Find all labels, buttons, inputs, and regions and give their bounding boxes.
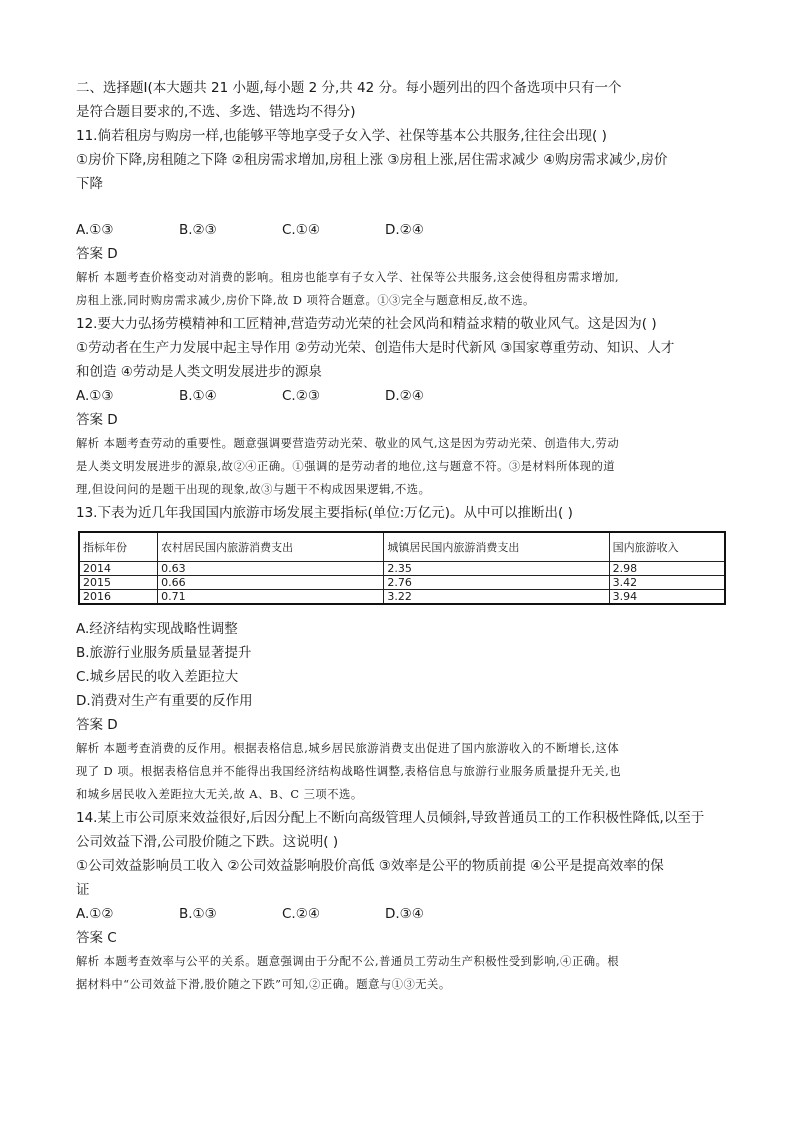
table-cell: 2.76	[384, 576, 609, 590]
analysis-line1: 解析 本题考查消费的反作用。根据表格信息,城乡居民旅游消费支出促进了国内旅游收入的不断增长,这体	[76, 742, 620, 755]
option-b: B.②③	[179, 222, 217, 238]
table-cell: 3.94	[609, 590, 725, 605]
option-d: D.②④	[385, 388, 424, 404]
option-d: D.②④	[385, 222, 424, 238]
table-row	[79, 576, 725, 590]
answer-label: 答案 C	[76, 930, 117, 946]
option-a: A.①③	[76, 388, 114, 404]
analysis-line1: 解析 本题考查劳动的重要性。题意强调要营造劳动光荣、敬业的风气,这是因为劳动光荣、创造伟大,劳动	[76, 437, 620, 450]
analysis-line3: 理,但设问问的是题干出现的现象,故③与题干不构成因果逻辑,不选。	[76, 483, 431, 496]
table-cell: 2015	[79, 576, 158, 590]
exam-page	[76, 76, 721, 996]
option-c: C.②④	[282, 906, 320, 922]
analysis-line2: 是人类文明发展进步的源泉,故②④正确。①强调的是劳动者的地位,这与题意不符。③是材料所体现的道	[76, 460, 616, 473]
table-header-cell: 农村居民国内旅游消费支出	[158, 532, 384, 562]
analysis-line1: 解析 本题考查价格变动对消费的影响。租房也能享有子女入学、社保等公共服务,这会使得租房需求增加,	[76, 271, 620, 284]
answer-label: 答案 D	[76, 412, 118, 428]
question-stem: 12.要大力弘扬劳模精神和工匠精神,营造劳动光荣的社会风尚和精益求精的敬业风气。这是因为( )	[76, 316, 657, 332]
table-row	[79, 562, 725, 576]
option-c: C.城乡居民的收入差距拉大	[76, 669, 239, 685]
question-stem-line1: 14.某上市公司原来效益很好,后因分配上不断向高级管理人员倾斜,导致普通员工的工作积极性降低,以至于	[76, 810, 705, 826]
analysis-line2: 据材料中“公司效益下滑,股价随之下跌”可知,②正确。题意与①③无关。	[76, 978, 451, 991]
table-header-row	[79, 532, 725, 562]
question-items-line2: 和创造 ④劳动是人类文明发展进步的源泉	[76, 364, 322, 380]
option-d: D.消费对生产有重要的反作用	[76, 693, 253, 709]
table-cell: 0.71	[158, 590, 384, 605]
table-header-cell: 指标年份	[79, 532, 158, 562]
question-14	[76, 806, 721, 996]
table-cell: 3.42	[609, 576, 725, 590]
tourism-data-table	[78, 531, 726, 605]
question-13	[76, 501, 721, 806]
question-items-line1: ①公司效益影响员工收入 ②公司效益影响股价高低 ③效率是公平的物质前提 ④公平是提高效率的保	[76, 858, 664, 874]
table-cell: 0.66	[158, 576, 384, 590]
option-b: B.①④	[179, 388, 217, 404]
analysis-line3: 和城乡居民收入差距拉大无关,故 A、B、C 三项不选。	[76, 788, 363, 801]
answer-options	[76, 218, 721, 242]
option-b: B.旅游行业服务质量显著提升	[76, 645, 252, 661]
table-cell: 2014	[79, 562, 158, 576]
question-stem-line2: 公司效益下滑,公司股价随之下跌。这说明( )	[76, 834, 339, 850]
table-cell: 2.98	[609, 562, 725, 576]
question-stem: 11.倘若租房与购房一样,也能够平等地享受子女入学、社保等基本公共服务,往往会出现( )	[76, 128, 607, 144]
table-header-cell: 城镇居民国内旅游消费支出	[384, 532, 609, 562]
answer-options	[76, 384, 721, 408]
option-b: B.①③	[179, 906, 217, 922]
section-header-line1: 二、选择题Ⅰ(本大题共 21 小题,每小题 2 分,共 42 分。每小题列出的四个备选项中只有一个	[76, 80, 622, 96]
option-c: C.①④	[282, 222, 320, 238]
table-cell: 0.63	[158, 562, 384, 576]
option-c: C.②③	[282, 388, 320, 404]
table-header-cell: 国内旅游收入	[609, 532, 725, 562]
question-items-line1: ①房价下降,房租随之下降 ②租房需求增加,房租上涨 ③房租上涨,居住需求减少 ④购房需求减少,房价	[76, 152, 668, 168]
question-11	[76, 124, 721, 312]
option-a: A.经济结构实现战略性调整	[76, 621, 238, 637]
answer-label: 答案 D	[76, 246, 118, 262]
table-cell: 2016	[79, 590, 158, 605]
analysis-line2: 现了 D 项。根据表格信息并不能得出我国经济结构战略性调整,表格信息与旅游行业服务质量提升无关,也	[76, 765, 621, 778]
analysis-line2: 房租上涨,同时购房需求减少,房价下降,故 D 项符合题意。①③完全与题意相反,故不选。	[76, 294, 535, 307]
question-items-line1: ①劳动者在生产力发展中起主导作用 ②劳动光荣、创造伟大是时代新风 ③国家尊重劳动、知识、人才	[76, 340, 675, 356]
question-12	[76, 312, 721, 501]
answer-label: 答案 D	[76, 717, 118, 733]
option-a: A.①③	[76, 222, 114, 238]
question-stem: 13.下表为近几年我国国内旅游市场发展主要指标(单位:万亿元)。从中可以推断出( )	[76, 505, 573, 521]
question-items-line2: 证	[76, 882, 90, 898]
table-cell: 3.22	[384, 590, 609, 605]
section-header-line2: 是符合题目要求的,不选、多选、错选均不得分)	[76, 104, 356, 120]
option-d: D.③④	[385, 906, 424, 922]
option-a: A.①②	[76, 906, 114, 922]
analysis-line1: 解析 本题考查效率与公平的关系。题意强调由于分配不公,普通员工劳动生产积极性受到影响,④正确。根	[76, 955, 620, 968]
table-cell: 2.35	[384, 562, 609, 576]
question-items-line2: 下降	[76, 176, 103, 192]
table-row	[79, 590, 725, 605]
answer-options	[76, 902, 721, 926]
